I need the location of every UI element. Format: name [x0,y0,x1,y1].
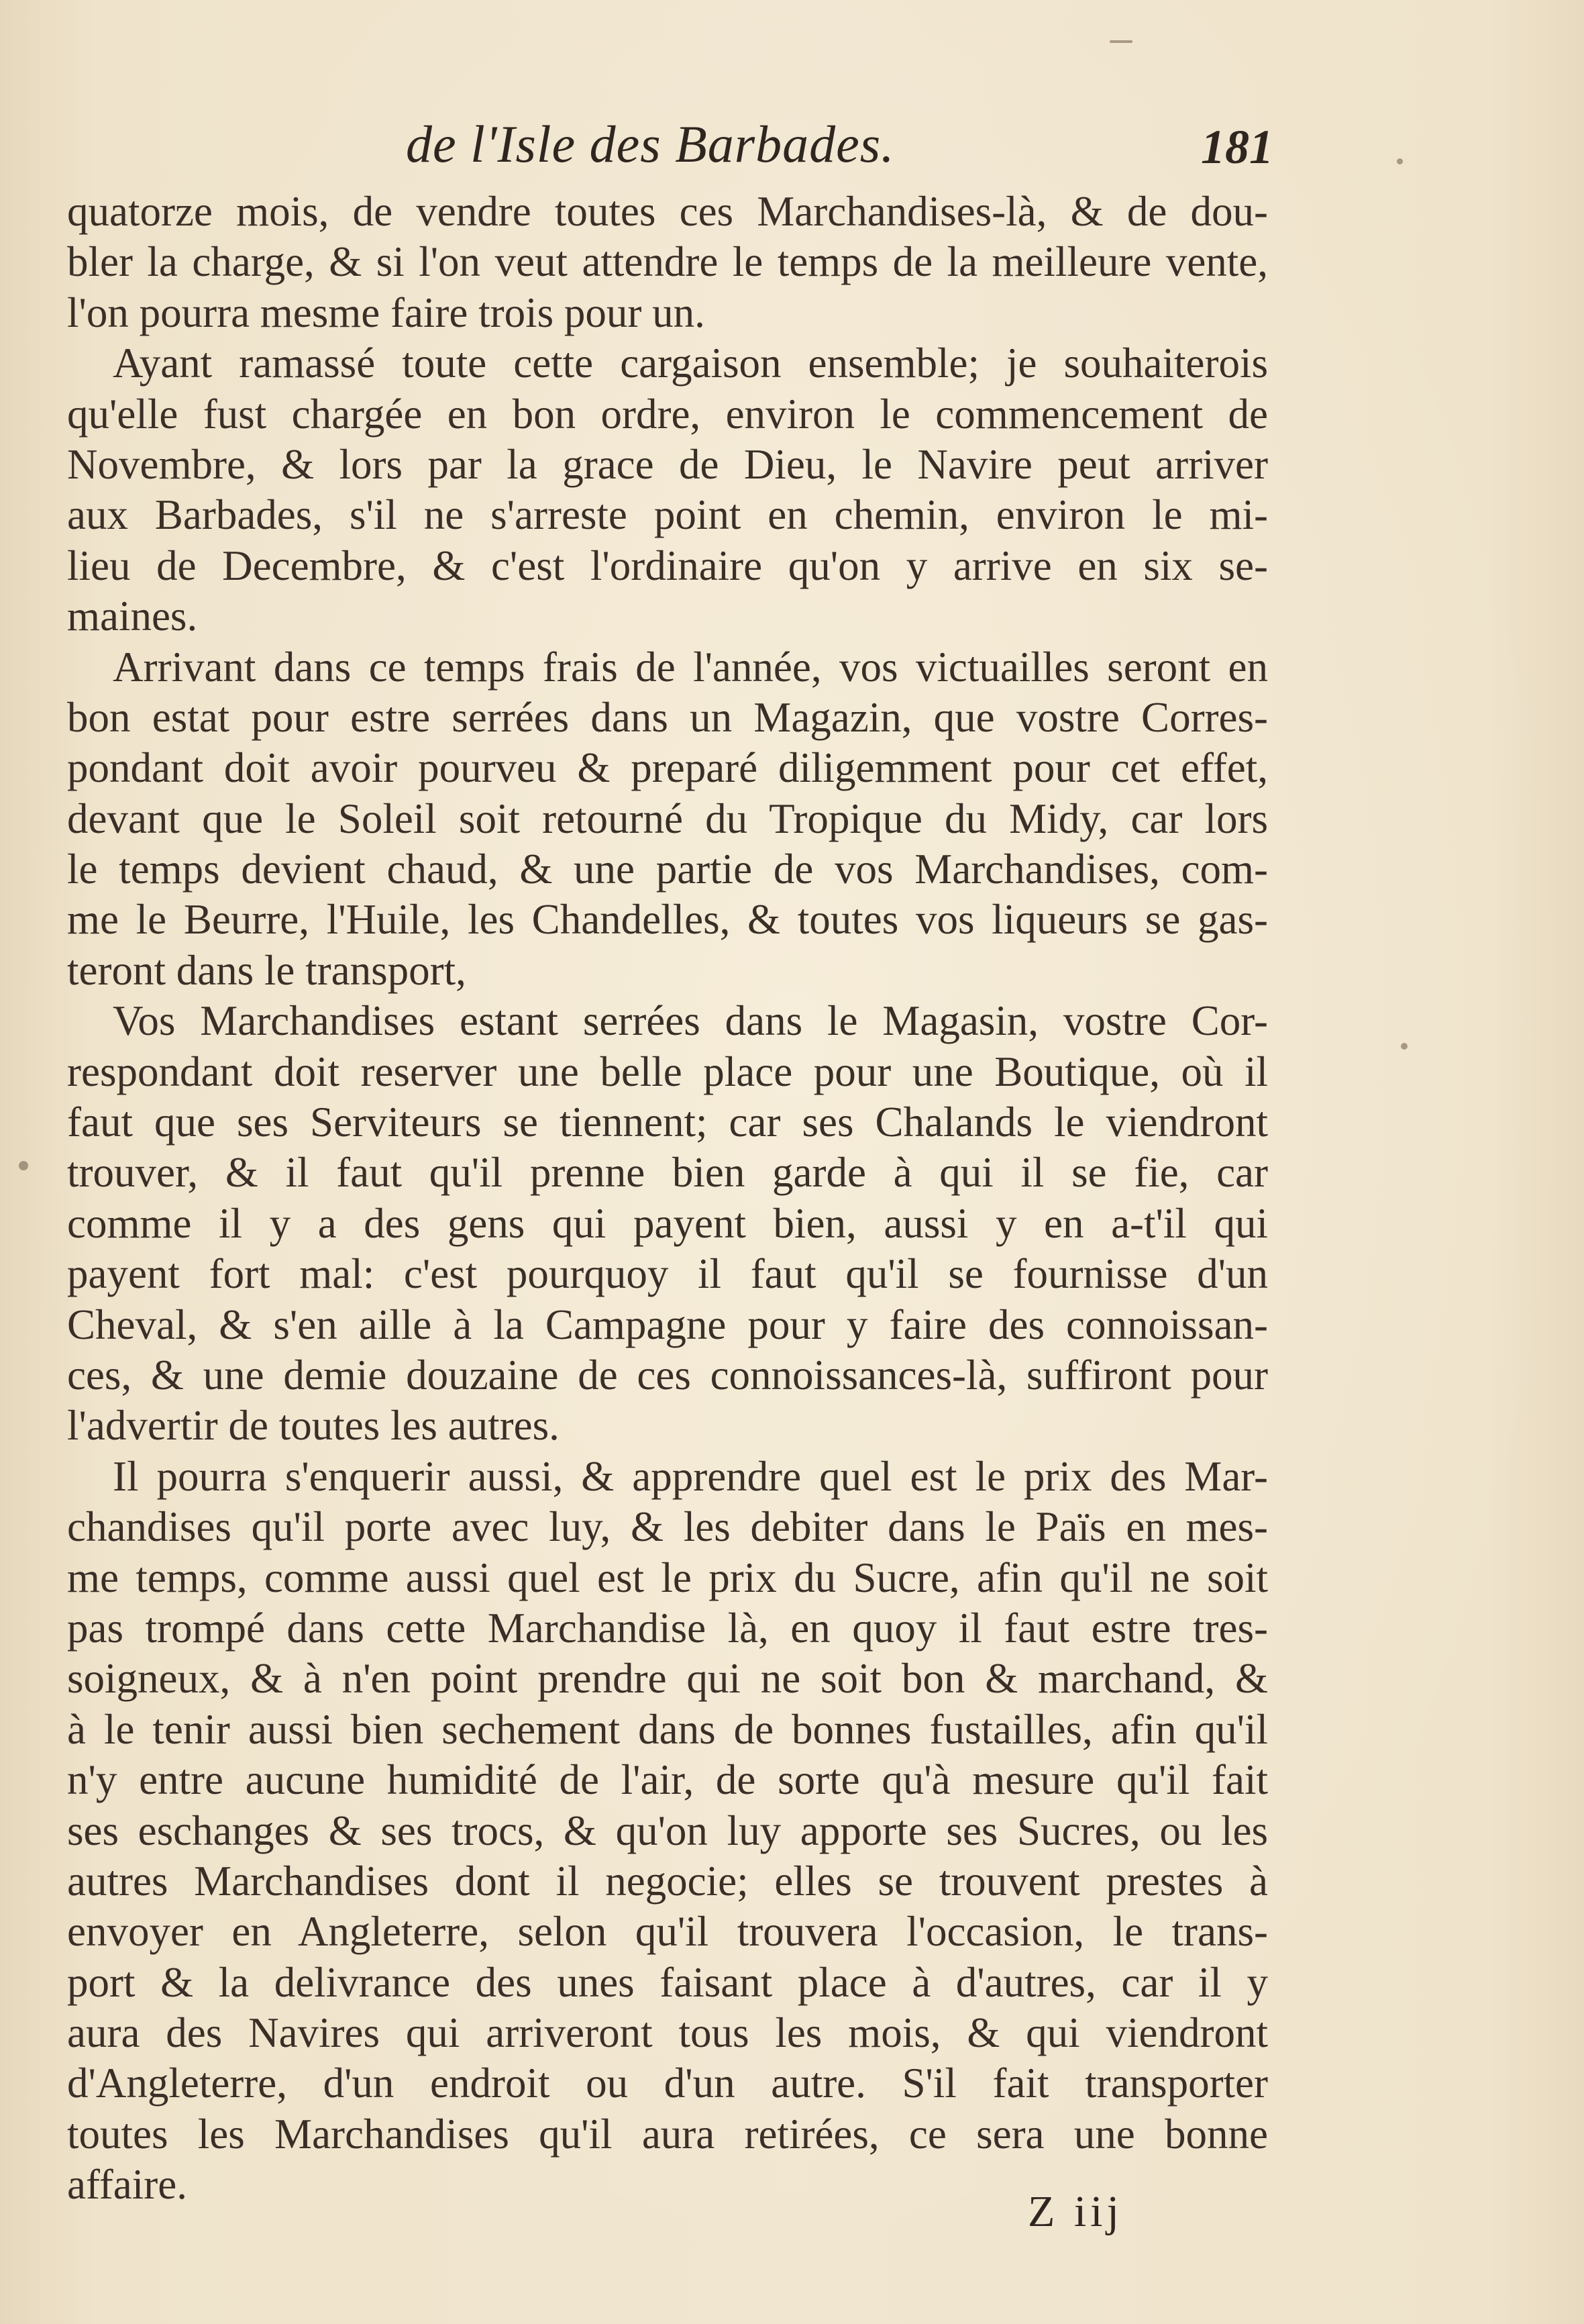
text-line: me le Beurre, l'Huile, les Chandelles, & toutes vos liqueurs se gas- [67,896,1268,944]
text-line: soigneux, & à n'en point prendre qui ne soit bon & marchand, & [67,1655,1268,1703]
text-line: teront dans le transport, [67,946,466,994]
text-line: Novembre, & lors par la grace de Dieu, le Navire peut arriver [67,440,1268,488]
running-head [0,114,1584,188]
text-line: Arrivant dans ce temps frais de l'année, vos victuailles seront en [113,643,1268,691]
text-line: chandises qu'il porte avec luy, & les debiter dans le Païs en mes- [67,1503,1268,1551]
signature-mark: Z iij [1028,2187,1123,2236]
text-line: autres Marchandises dont il negocie; elles se trouvent prestes à [67,1857,1268,1905]
text-line: à le tenir aussi bien sechement dans de bonnes fustailles, afin qu'il [67,1705,1268,1753]
running-title: de l'Isle des Barbades. [406,115,895,173]
ink-speck [1401,1043,1408,1050]
text-line: qu'elle fust chargée en bon ordre, environ le commencement de [67,390,1268,438]
text-line: me temps, comme aussi quel est le prix du Sucre, afin qu'il ne soit [67,1554,1268,1601]
page-number: 181 [1201,120,1273,174]
text-line: le temps devient chaud, & une partie de vos Marchandises, com- [67,846,1268,893]
text-line: aura des Navires qui arriveront tous les mois, & qui viendront [67,2009,1268,2057]
text-line: l'on pourra mesme faire trois pour un. [67,289,705,336]
text-line: Il pourra s'enquerir aussi, & apprendre quel est le prix des Mar- [113,1452,1268,1500]
text-line: respondant doit reserver une belle place pour une Boutique, où il [67,1048,1268,1095]
text-line: toutes les Marchandises qu'il aura retirées, ce sera une bonne [67,2110,1268,2158]
text-line: comme il y a des gens qui payent bien, aussi y en a-t'il qui [67,1199,1268,1247]
text-line: faut que ses Serviteurs se tiennent; car ses Chalands le viendront [67,1099,1268,1146]
text-line: affaire. [67,2161,187,2209]
text-line: pas trompé dans cette Marchandise là, en quoy il faut estre tres- [67,1604,1268,1652]
text-line: d'Angleterre, d'un endroit ou d'un autre. S'il fait transporter [67,2060,1268,2107]
text-line: pondant doit avoir pourveu & preparé diligemment pour cet effet, [67,744,1268,792]
text-line: ses eschanges & ses trocs, & qu'on luy apporte ses Sucres, ou les [67,1807,1268,1854]
text-line: bler la charge, & si l'on veut attendre le temps de la meilleure vente, [67,238,1268,286]
text-line: ces, & une demie douzaine de ces connoissances-là, suffiront pour [67,1351,1268,1399]
text-line: payent fort mal: c'est pourquoy il faut qu'il se fournisse d'un [67,1250,1268,1298]
ink-speck [1397,158,1403,164]
ink-speck [19,1161,28,1170]
text-line: Cheval, & s'en aille à la Campagne pour y faire des connoissan- [67,1301,1268,1348]
text-line: n'y entre aucune humidité de l'air, de sorte qu'à mesure qu'il fait [67,1756,1268,1804]
text-line: aux Barbades, s'il ne s'arreste point en chemin, environ le mi- [67,491,1268,539]
text-line: Vos Marchandises estant serrées dans le Magasin, vostre Cor- [113,997,1268,1045]
text-line: Ayant ramassé toute cette cargaison ensemble; je souhaiterois [113,340,1268,387]
text-line: port & la delivrance des unes faisant place à d'autres, car il y [67,1958,1268,2006]
text-line: bon estat pour estre serrées dans un Magazin, que vostre Corres- [67,693,1268,741]
text-line: devant que le Soleil soit retourné du Tropique du Midy, car lors [67,795,1268,842]
text-line: trouver, & il faut qu'il prenne bien garde à qui il se fie, car [67,1149,1268,1197]
text-line: maines. [67,593,198,640]
body-text [67,187,1268,2211]
text-line: envoyer en Angleterre, selon qu'il trouvera l'occasion, le trans- [67,1908,1268,1956]
text-line: lieu de Decembre, & c'est l'ordinaire qu'on y arrive en six se- [67,542,1268,589]
ink-speck [1110,40,1132,43]
text-line: l'advertir de toutes les autres. [67,1402,560,1450]
text-line: quatorze mois, de vendre toutes ces Marchandises-là, & de dou- [67,188,1268,235]
